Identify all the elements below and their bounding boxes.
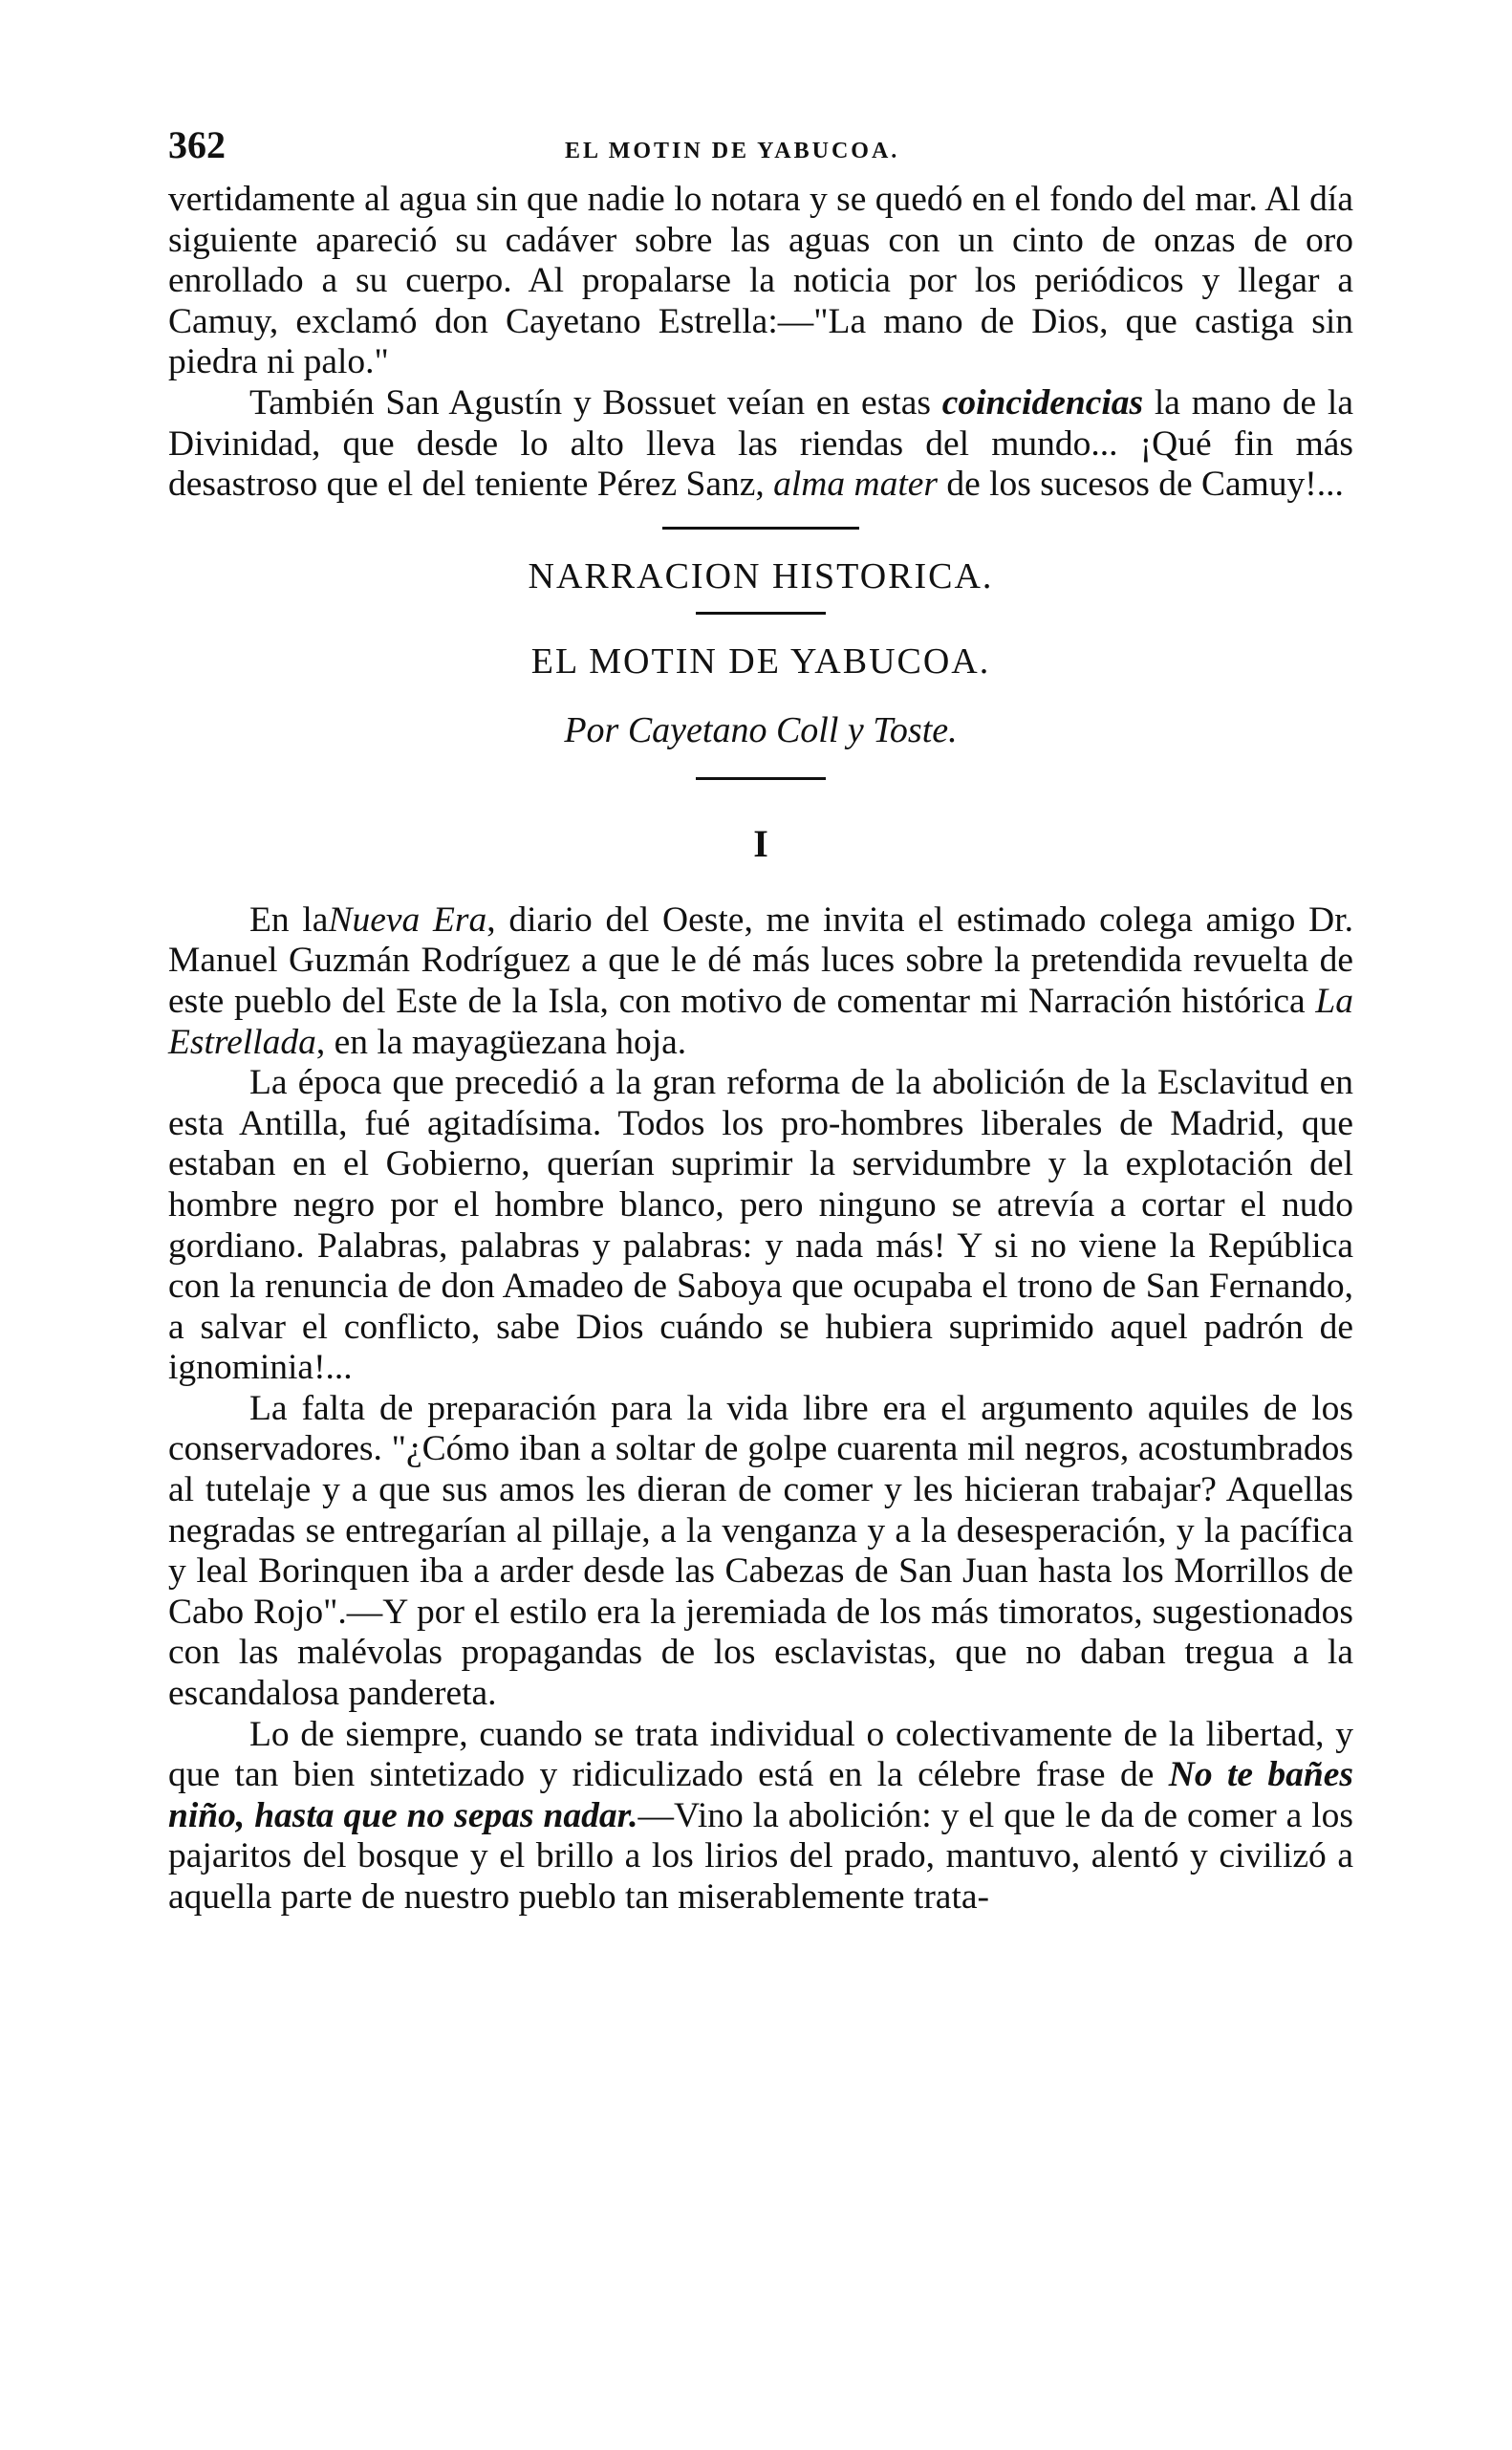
section-title: NARRACION HISTORICA. (528, 555, 994, 596)
divider-rule-2 (696, 612, 826, 615)
divider-rule-3 (696, 777, 826, 780)
divider-rule-1 (662, 527, 859, 530)
paragraph-2-part-a: También San Agustín y Bossuet veían en estas (249, 382, 942, 423)
top-text (168, 180, 1353, 506)
paragraph-3-work-title: La Estrellada (168, 981, 1353, 1062)
paragraph-2-emphasis-alma-mater: alma mater (773, 465, 938, 505)
paragraph-3 (168, 900, 1353, 1063)
author-byline: Por Cayetano Coll y Toste. (564, 709, 958, 750)
article-title: EL MOTIN DE YABUCOA. (530, 640, 991, 682)
paragraph-1: vertidamente al agua sin que nadie lo notara y se quedó en el fondo del mar. Al día siguiente apareció su cadáver sobre las aguas con un cinto de onzas de oro enrollado a su cuerpo. Al propalarse la noticia por los periódicos y llegar a Camuy, exclamó don Cayetano Estrella:—"La mano de Dios, que castiga sin piedra ni palo." (168, 180, 1353, 382)
page-header (168, 122, 1353, 180)
paragraph-5: La falta de preparación para la vida libre era el argumento aquiles de los conservadores. "¿Cómo iban a soltar de golpe cuarenta mil negros, acostumbrados al tutelaje y a que sus amos les dieran de comer y les hicieran trabajar? Aquellas negradas se entregarían al pillaje, a la venganza y a la desesperación, y la pacífica y leal Borinquen iba a arder desde las Cabezas de San Juan hasta los Morrillos de Cabo Rojo".—Y por el estilo era la jeremiada de los más timoratos, sugestionados con las malévolas propagandas de los esclavistas, que no daban tregua a la escandalosa pandereta. (168, 1388, 1353, 1714)
paragraph-3-part-e: , en la mayagüezana hoja. (315, 1022, 687, 1062)
paragraph-2-emphasis-coincidencias: coincidencias (941, 382, 1144, 423)
paragraph-2-part-c: la mano de la Divinidad, que desde lo alto lleva las riendas del mundo... ¡Qué fin más desastroso que el del teniente Pérez Sanz, (168, 382, 1353, 505)
body-text (168, 900, 1353, 1919)
page-number: 362 (168, 123, 226, 166)
paragraph-6-quoted-phrase: No te bañes niño, hasta que no sepas nadar. (168, 1755, 1353, 1835)
paragraph-6-part-a: Lo de siempre, cuando se trata individual o colectivamente de la libertad, y que tan bien sintetizado y ridiculizado está en la célebre frase de (168, 1714, 1353, 1795)
paragraph-2 (168, 383, 1353, 506)
chapter-number: I (753, 821, 768, 865)
paragraph-6-part-c: —Vino la abolición: y el que le da de comer a los pajaritos del bosque y el brillo a los lirios del prado, mantuvo, alentó y civilizó a aquella parte de nuestro pueblo tan miserablemente trata- (168, 1795, 1353, 1917)
paragraph-3-part-a: En la (249, 900, 329, 940)
paragraph-2-part-e: de los sucesos de Camuy!... (937, 465, 1344, 505)
paragraph-6 (168, 1715, 1353, 1919)
paragraph-3-part-c: , diario del Oeste, me invita el estimado colega amigo Dr. Manuel Guzmán Rodríguez a que le dé más luces sobre la pretendida revuelta de este pueblo del Este de la Isla, con motivo de comentar mi Narración histórica (168, 900, 1353, 1021)
running-title: EL MOTIN DE YABUCOA. (565, 139, 900, 163)
paragraph-3-newspaper-name: Nueva Era (328, 900, 487, 940)
paragraph-4: La época que precedió a la gran reforma de la abolición de la Esclavitud en esta Antilla, fué agitadísima. Todos los pro-hombres liberales de Madrid, que estaban en el Gobierno, querían suprimir la servidumbre y la explotación del hombre negro por el hombre blanco, pero ninguno se atrevía a cortar el nudo gordiano. Palabras, palabras y palabras: y nada más! Y si no viene la República con la renuncia de don Amadeo de Saboya que ocupaba el trono de San Fernando, a salvar el conflicto, sabe Dios cuándo se hubiera suprimido aquel padrón de ignominia!... (168, 1063, 1353, 1388)
book-page (168, 122, 1353, 1919)
